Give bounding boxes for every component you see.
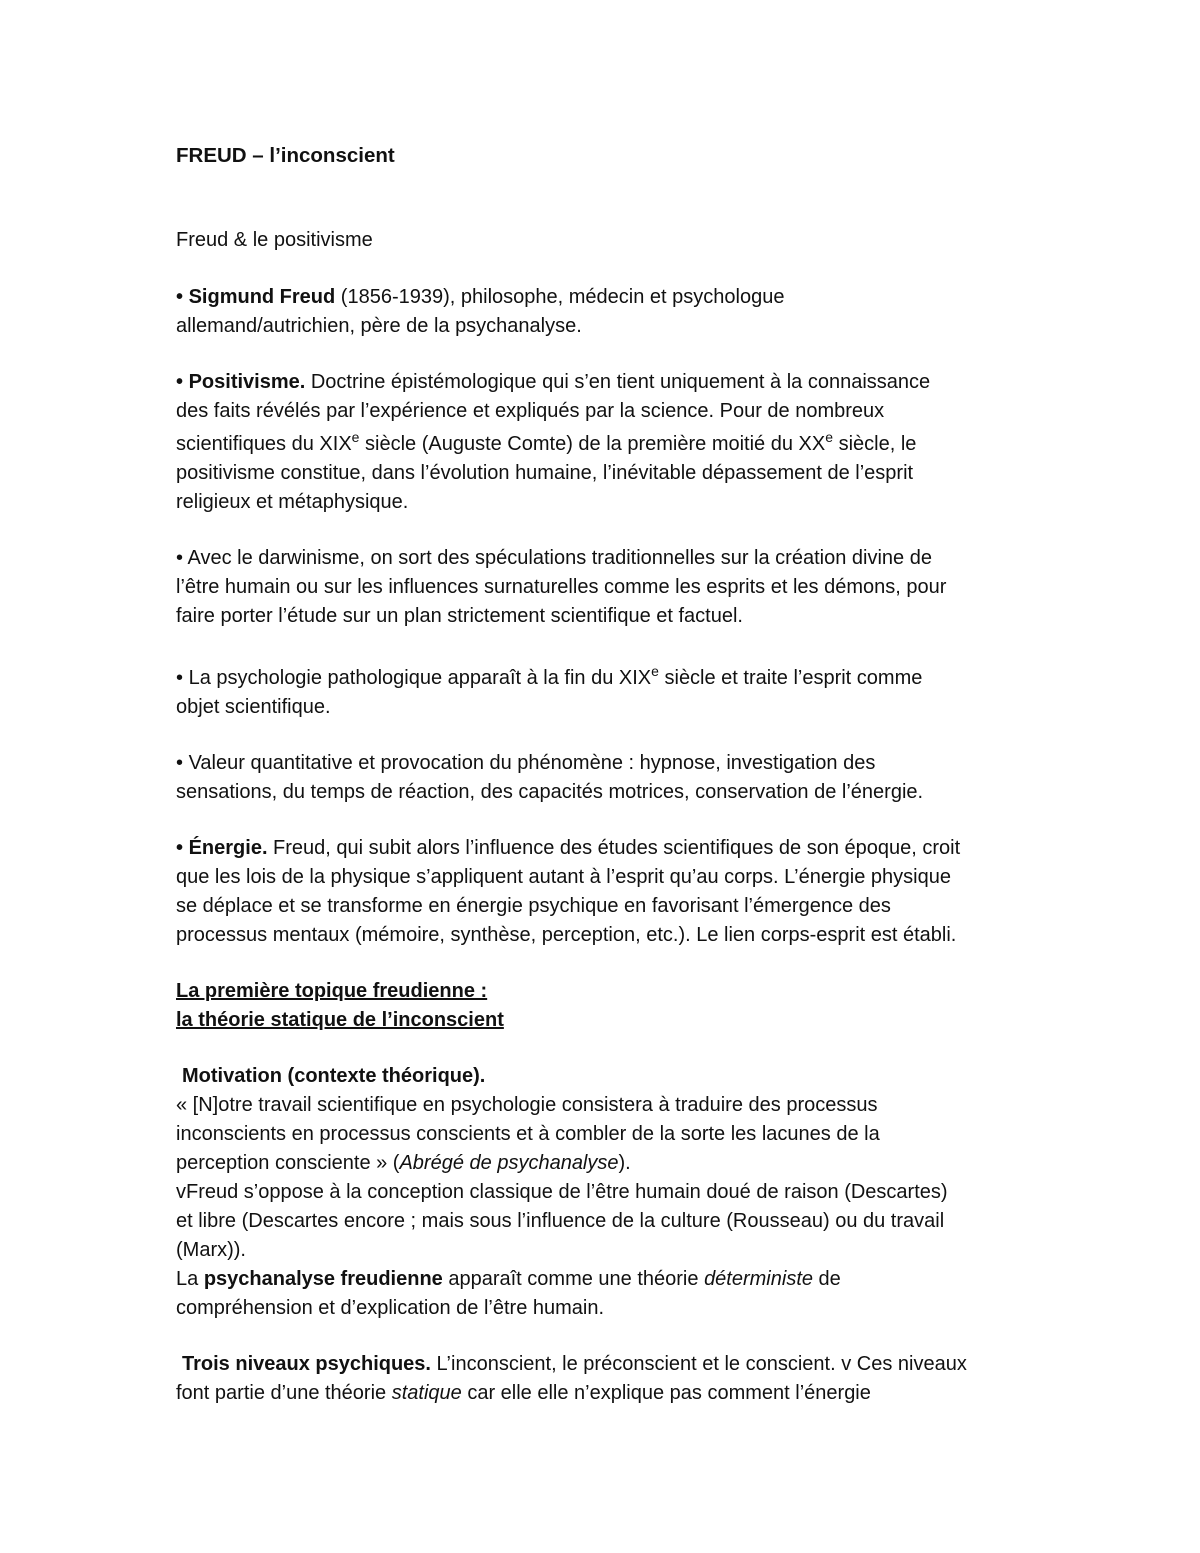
bullet: • xyxy=(176,837,184,859)
text-run: siècle, le xyxy=(833,433,917,455)
paragraph-darwinisme xyxy=(176,544,1036,631)
paragraph-line: sensations, du temps de réaction, des capacités motrices, conservation de l’énergie. xyxy=(176,781,924,803)
paragraph-line xyxy=(176,749,1036,778)
paragraph-line xyxy=(176,426,1036,459)
bullet: • xyxy=(176,286,184,308)
paragraph-line xyxy=(176,664,1036,693)
term-sigmund-freud: Sigmund Freud xyxy=(188,286,336,308)
term-trois-niveaux: Trois niveaux psychiques. xyxy=(182,1353,431,1375)
paragraph-line: l’être humain ou sur les influences surnaturelles comme les esprits et les démons, pour xyxy=(176,576,947,598)
text-run: siècle (Auguste Comte) de la première moitié du XX xyxy=(359,433,826,455)
section-heading: la théorie statique de l’inconscient xyxy=(176,1009,504,1031)
book-title: Abrégé de psychanalyse xyxy=(399,1152,619,1174)
paragraph-line: vFreud s’oppose à la conception classique de l’être humain doué de raison (Descartes) xyxy=(176,1181,948,1203)
paragraph-line: se déplace et se transforme en énergie psychique en favorisant l’émergence des xyxy=(176,895,891,917)
text-run: ). xyxy=(618,1152,631,1174)
paragraph-line: faire porter l’étude sur un plan strictement scientifique et factuel. xyxy=(176,605,743,627)
paragraph-line: allemand/autrichien, père de la psychanalyse. xyxy=(176,315,582,337)
text-run: L’inconscient, le préconscient et le conscient. v Ces niveaux xyxy=(430,1353,967,1375)
text-run: scientifiques du XIX xyxy=(176,433,352,455)
section-heading: La première topique freudienne : xyxy=(176,980,488,1002)
paragraph-line: et libre (Descartes encore ; mais sous l’influence de la culture (Rousseau) ou du travail xyxy=(176,1210,945,1232)
text-run: (1856-1939), philosophe, médecin et psychologue xyxy=(335,286,785,308)
paragraph-line: des faits révélés par l’expérience et expliqués par la science. Pour de nombreux xyxy=(176,400,885,422)
paragraph-line: religieux et métaphysique. xyxy=(176,491,409,513)
bullet: • xyxy=(176,547,184,569)
paragraph-positivisme xyxy=(176,368,1036,517)
text-run: apparaît comme une théorie xyxy=(442,1268,705,1290)
text-run: La psychologie pathologique apparaît à la fin du XIX xyxy=(183,667,652,689)
term-psychanalyse: psychanalyse freudienne xyxy=(203,1268,443,1290)
bullet: • xyxy=(176,667,184,689)
paragraph-line: que les lois de la physique s’appliquent autant à l’esprit qu’au corps. L’énergie physique xyxy=(176,866,951,888)
text-run: font partie d’une théorie xyxy=(176,1382,392,1404)
paragraph-line xyxy=(176,1350,1036,1379)
paragraph-line: inconscients en processus conscients et à combler de la sorte les lacunes de la xyxy=(176,1123,880,1145)
text-run: de xyxy=(813,1268,841,1290)
text-run: perception consciente » ( xyxy=(176,1152,400,1174)
paragraph-line: « [N]otre travail scientifique en psychologie consistera à traduire des processus xyxy=(176,1094,878,1116)
paragraph-line xyxy=(176,368,1036,397)
text-run: car elle elle n’explique pas comment l’énergie xyxy=(461,1382,871,1404)
superscript: e xyxy=(351,429,360,445)
paragraph-line xyxy=(176,1265,1036,1294)
paragraph-trois-niveaux xyxy=(176,1350,1036,1408)
bullet: • xyxy=(176,371,184,393)
text-run: siècle et traite l’esprit comme xyxy=(658,667,923,689)
paragraph-energie xyxy=(176,834,1036,950)
paragraph-psychologie-pathologique xyxy=(176,664,1036,722)
document-page xyxy=(176,140,1036,1408)
paragraph-line xyxy=(176,544,1036,573)
paragraph-line xyxy=(176,1149,1036,1178)
paragraph-line xyxy=(176,834,1036,863)
superscript: e xyxy=(651,663,659,679)
paragraph-valeur-quantitative xyxy=(176,749,1036,807)
paragraph-line: positivisme constitue, dans l’évolution humaine, l’inévitable dépassement de l’esprit xyxy=(176,462,914,484)
section-subtitle: Freud & le positivisme xyxy=(176,229,373,251)
subheading-motivation: Motivation (contexte théorique). xyxy=(182,1065,486,1087)
text-run: Valeur quantitative et provocation du phénomène : hypnose, investigation des xyxy=(183,752,876,774)
superscript: e xyxy=(825,429,834,445)
paragraph-line: (Marx)). xyxy=(176,1239,246,1261)
bullet: • xyxy=(176,752,184,774)
paragraph-line xyxy=(176,1379,1036,1408)
paragraph-freud xyxy=(176,283,1036,341)
emphasis: statique xyxy=(391,1382,462,1404)
emphasis: déterministe xyxy=(704,1268,813,1290)
paragraph-motivation xyxy=(176,1091,1036,1323)
text-run: Doctrine épistémologique qui s’en tient uniquement à la connaissance xyxy=(305,371,931,393)
text-run: La xyxy=(176,1268,204,1290)
paragraph-line xyxy=(176,283,1036,312)
paragraph-line: processus mentaux (mémoire, synthèse, perception, etc.). Le lien corps-esprit est établi. xyxy=(176,924,957,946)
paragraph-line: objet scientifique. xyxy=(176,696,331,718)
document-title: FREUD – l’inconscient xyxy=(176,144,395,167)
term-energie: Énergie. xyxy=(188,837,268,859)
term-positivisme: Positivisme. xyxy=(188,371,306,393)
text-run: Avec le darwinisme, on sort des spéculations traditionnelles sur la création divine de xyxy=(183,547,932,569)
paragraph-line: compréhension et d’explication de l’être humain. xyxy=(176,1297,605,1319)
text-run: Freud, qui subit alors l’influence des études scientifiques de son époque, croit xyxy=(267,837,961,859)
